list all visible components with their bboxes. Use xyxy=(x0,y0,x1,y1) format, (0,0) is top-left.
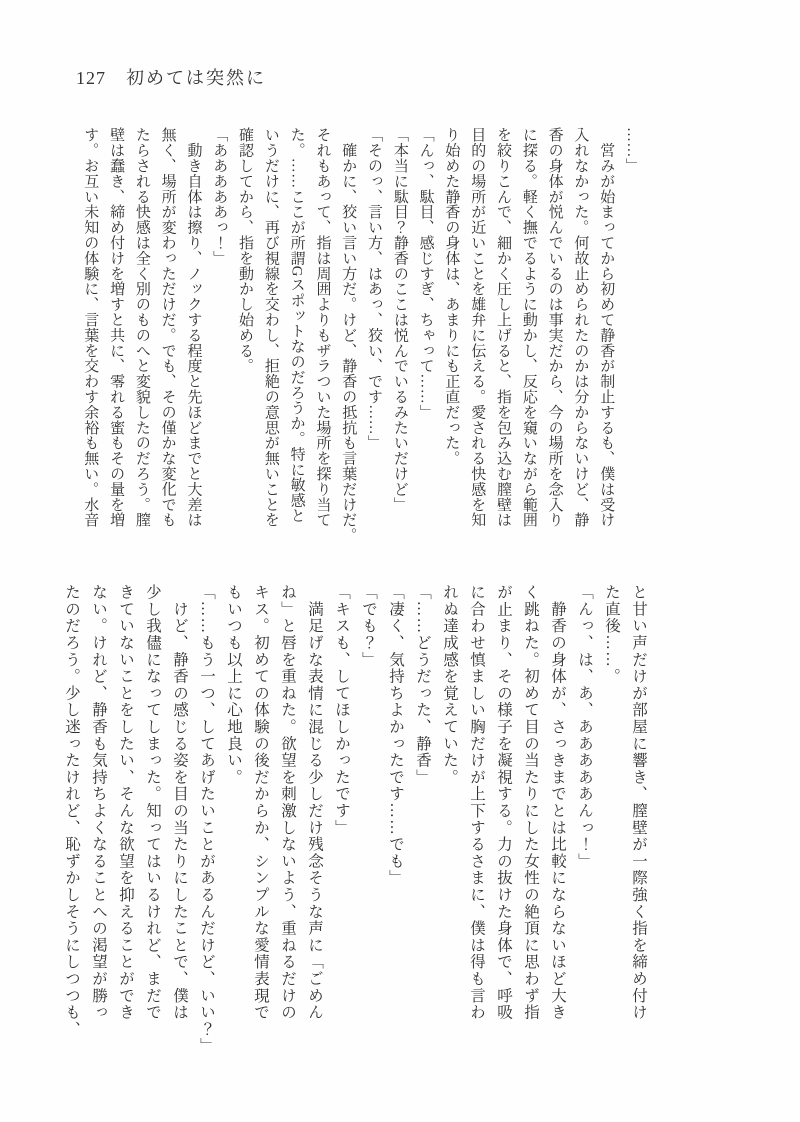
text-line: けど、静香の感じる姿を目の当たりにしたことで、僕は xyxy=(171,584,188,1021)
text-line: 「本当に駄目？静香のここは悦んでいるみたいだけど」 xyxy=(391,127,408,512)
text-line: が止まり、その様子を凝視する。力の抜けた身体で、呼吸 xyxy=(495,584,512,1021)
running-header xyxy=(76,64,266,90)
text-line: もいつも以上に心地良い。 xyxy=(225,584,242,786)
text-block-top xyxy=(76,127,644,543)
text-line: 営みが始まってから初めて静香が制止するも、僕は受け xyxy=(598,127,615,528)
text-line: に合わせ慎ましい胸だけが上下するさまに、僕は得も言わ xyxy=(468,584,485,1021)
text-line: 「キスも、してほしかったです」 xyxy=(333,584,350,836)
text-line: ない。けれど、静香も気持ちよくなることへの渇望が勝っ xyxy=(90,584,107,1021)
text-line: た。……ここが所謂Gスポットなのだろうか。特に敏感と xyxy=(288,127,305,524)
text-line: 静香の身体が、さっきまでとは比較にならないほど大き xyxy=(549,584,566,1021)
text-line: と甘い声だけが部屋に響き、膣壁が一際強く指を締め付け xyxy=(630,584,647,1021)
text-line: 「んっ、は、あ、あああああんっ！」 xyxy=(576,584,593,870)
text-line: 「んっ、駄目、感じすぎ、ちゃって……」 xyxy=(417,127,434,420)
text-line: 「……もう一つ、してあげたいことがあるんだけど、いい？」 xyxy=(198,584,215,1055)
text-line: たのだろう。少し迷ったけれど、恥ずかしそうにしつつも、 xyxy=(63,584,80,1038)
text-line: 満足げな表情に混じる少しだけ残念そうな声に「ごめん xyxy=(306,584,323,1021)
text-line: 「あああああっ！」 xyxy=(211,127,228,266)
text-line: 動き自体は擦り、ノックする程度と先ほどまでと大差は xyxy=(185,127,202,528)
text-block-bottom xyxy=(58,584,652,1055)
text-line: それもあって、指は周囲よりもザラついた場所を探り当て xyxy=(314,127,331,528)
text-line: く跳ねた。初めて目の当たりにした女性の絶頂に思わず指 xyxy=(522,584,539,1021)
text-line: り始めた静香の身体は、あまりにも正直だった。 xyxy=(443,127,460,466)
text-line: きていないことをしたい、そんな欲望を抑えることができ xyxy=(117,584,134,1021)
text-line: た直後……。 xyxy=(603,584,620,685)
text-line: 無く、場所が変わっただけだ。でも、その僅かな変化でも xyxy=(159,127,176,528)
text-line: に探る。軽く撫でるように動かし、反応を窺いながら範囲 xyxy=(520,127,537,528)
text-line: 目的の場所が近いことを雄弁に伝える。愛される快感を知 xyxy=(469,127,486,528)
text-line: を絞りこんで、細かく圧し上げると、指を包み込む膣壁は xyxy=(495,127,512,528)
text-line: 確認してから、指を動かし始める。 xyxy=(237,127,254,374)
text-line: ……」 xyxy=(624,127,640,174)
text-line: 「そのっ、言い方、はあっ、狡い、です……」 xyxy=(366,127,383,451)
text-line: いうだけに、再び視線を交わし、拒絶の意思が無いことを xyxy=(262,127,279,528)
text-line: ね」と唇を重ねた。欲望を刺激しないよう、重ねるだけの xyxy=(279,584,296,1021)
text-line: 確かに、狡い言い方だ。けど、静香の抵抗も言葉だけだ。 xyxy=(340,127,357,543)
page-number: 127 xyxy=(76,68,106,88)
running-title: 初めては突然に xyxy=(126,68,266,88)
text-line: 少し我儘になってしまった。知ってはいるけれど、まだで xyxy=(144,584,161,1021)
text-line: 「凄く、気持ちよかったです……でも」 xyxy=(387,584,404,887)
text-line: たらされる快感は全く別のものへと変貌したのだろう。膣 xyxy=(133,127,150,528)
text-line: 「でも？」 xyxy=(360,584,377,668)
text-line: れぬ達成感を覚えていた。 xyxy=(441,584,458,786)
text-line: キス。初めての体験の後だからか、シンプルな愛情表現で xyxy=(252,584,269,1021)
text-line: 「……どうだった、静香」 xyxy=(414,584,431,786)
text-line: 入れなかった。何故止められたのかは分からないけど、静 xyxy=(572,127,589,528)
text-line: 香の身体が悦んでいるのは事実だから、今の場所を念入り xyxy=(546,127,563,528)
text-line: す。お互い未知の体験に、言葉を交わす余裕も無い。水音 xyxy=(82,127,99,528)
text-line: 壁は蠢き、締め付けを増すと共に、零れる蜜もその量を増 xyxy=(108,127,125,528)
